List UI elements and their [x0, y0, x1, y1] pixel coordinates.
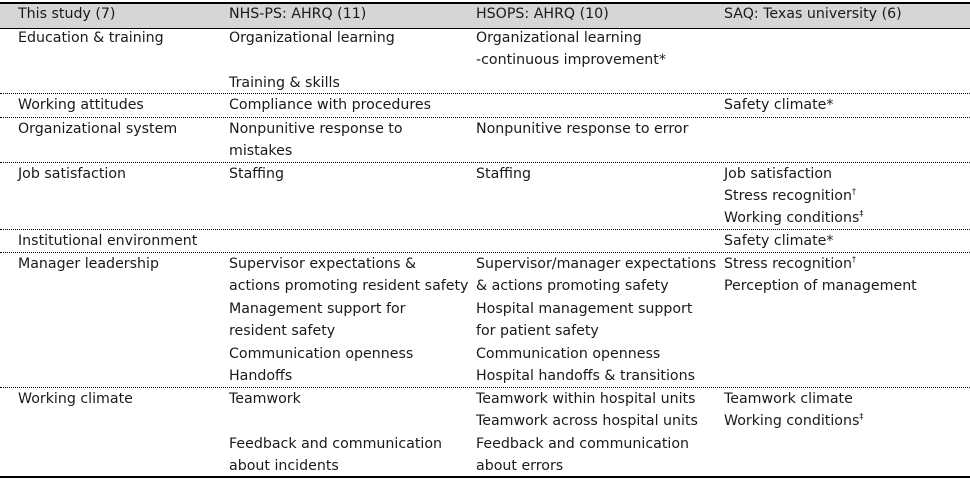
nhs-item: Nonpunitive response to	[229, 121, 403, 137]
saq-item: Working conditions‡	[724, 209, 864, 226]
nhs-item: Staffing	[229, 166, 284, 182]
hsops-item: Hospital management support	[476, 301, 693, 317]
double-dagger-mark: ‡	[859, 209, 864, 218]
hsops-item: & actions promoting safety	[476, 278, 669, 294]
nhs-item: about incidents	[229, 458, 339, 474]
nhs-item: mistakes	[229, 143, 293, 159]
nhs-item: Training & skills	[229, 75, 340, 91]
study-dimension: Education & training	[18, 30, 164, 46]
hsops-item: Nonpunitive response to error	[476, 121, 689, 137]
hsops-item: Teamwork across hospital units	[476, 413, 698, 429]
saq-item: Safety climate*	[724, 97, 834, 113]
study-dimension: Working attitudes	[18, 97, 144, 113]
saq-item: Job satisfaction	[724, 166, 833, 182]
saq-item: Safety climate*	[724, 233, 834, 249]
header-nhs-ps: NHS-PS: AHRQ (11)	[229, 6, 367, 22]
hsops-item: Hospital handoffs & transitions	[476, 368, 695, 384]
hsops-item: -continuous improvement*	[476, 52, 666, 68]
study-dimension: Job satisfaction	[18, 166, 127, 182]
study-dimension: Manager leadership	[18, 256, 159, 272]
dagger-mark: †	[851, 187, 856, 196]
nhs-item: Management support for	[229, 301, 406, 317]
hsops-item: Communication openness	[476, 346, 661, 362]
nhs-item: Communication openness	[229, 346, 414, 362]
hsops-item: about errors	[476, 458, 564, 474]
saq-item: Perception of management	[724, 278, 917, 294]
nhs-item: Handoffs	[229, 368, 293, 384]
nhs-item: Supervisor expectations &	[229, 256, 417, 272]
saq-item: Stress recognition†	[724, 187, 856, 204]
header-saq: SAQ: Texas university (6)	[724, 6, 902, 22]
hsops-item: Feedback and communication	[476, 436, 689, 452]
hsops-item: Organizational learning	[476, 30, 642, 46]
header-hsops: HSOPS: AHRQ (10)	[476, 6, 609, 22]
dagger-mark: †	[851, 255, 856, 264]
double-dagger-mark: ‡	[859, 412, 864, 421]
hsops-item: for patient safety	[476, 323, 599, 339]
nhs-item: resident safety	[229, 323, 336, 339]
nhs-item: Feedback and communication	[229, 436, 442, 452]
study-dimension: Institutional environment	[18, 233, 198, 249]
study-dimension: Organizational system	[18, 121, 178, 137]
saq-item: Teamwork climate	[724, 391, 853, 407]
nhs-item: Organizational learning	[229, 30, 395, 46]
header-this-study: This study (7)	[18, 6, 116, 22]
nhs-item: Compliance with procedures	[229, 97, 432, 113]
study-dimension: Working climate	[18, 391, 133, 407]
hsops-item: Teamwork within hospital units	[476, 391, 696, 407]
saq-item: Working conditions‡	[724, 412, 864, 429]
table-bottom-rule	[0, 476, 970, 478]
nhs-item: actions promoting resident safety	[229, 278, 469, 294]
hsops-item: Supervisor/manager expectations	[476, 256, 717, 272]
saq-item: Stress recognition†	[724, 255, 856, 272]
nhs-item: Teamwork	[229, 391, 301, 407]
hsops-item: Staffing	[476, 166, 531, 182]
